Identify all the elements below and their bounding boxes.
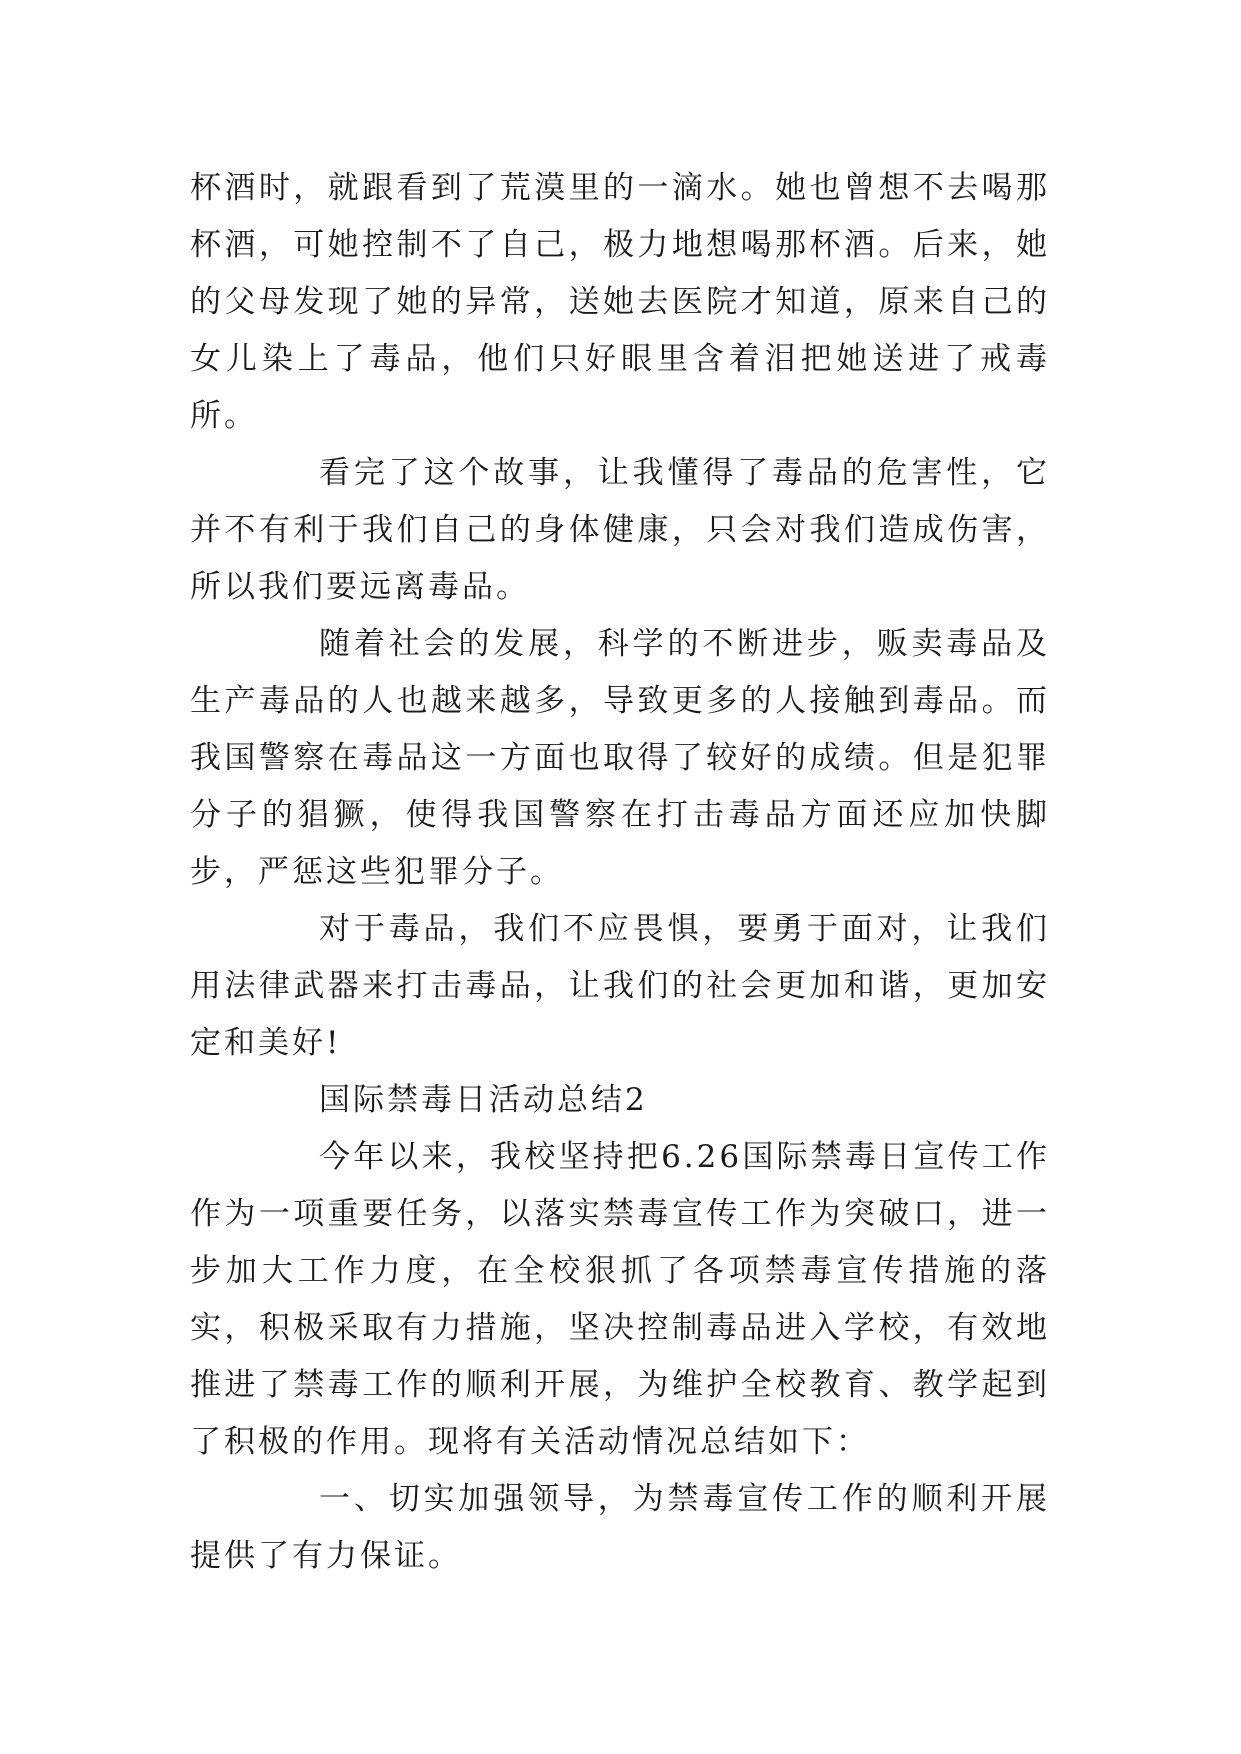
paragraph-reflection: 看完了这个故事，让我懂得了毒品的危害性，它并不有利于我们自己的身体健康，只会对我们造成伤害，所以我们要远离毒品。 [190,455,1050,605]
paragraph-point-one: 一、切实加强领导，为禁毒宣传工作的顺利开展提供了有力保证。 [190,1481,1050,1574]
paragraph-story-continuation: 杯酒时，就跟看到了荒漠里的一滴水。她也曾想不去喝那杯酒，可她控制不了自己，极力地想喝那杯酒。后来，她的父母发现了她的异常，送她去医院才知道，原来自己的女儿染上了毒品，他们只好眼里含着泪把她送进了戒毒所。 [190,170,1050,434]
section-heading: 国际禁毒日活动总结2 [319,1082,648,1118]
paragraph-society: 随着社会的发展，科学的不断进步，贩卖毒品及生产毒品的人也越来越多，导致更多的人接触到毒品。而我国警察在毒品这一方面也取得了较好的成绩。但是犯罪分子的猖獗，使得我国警察在打击毒品方面还应加快脚步，严惩这些犯罪分子。 [190,626,1050,890]
paragraph-conclusion: 对于毒品，我们不应畏惧，要勇于面对，让我们用法律武器来打击毒品，让我们的社会更加和谐，更加安定和美好! [190,911,1050,1061]
paragraph-summary-intro: 今年以来，我校坚持把6.26国际禁毒日宣传工作作为一项重要任务，以落实禁毒宣传工作为突破口，进一步加大工作力度，在全校狠抓了各项禁毒宣传措施的落实，积极采取有力措施，坚决控制毒品进入学校，有效地推进了禁毒工作的顺利开展，为维护全校教育、教学起到了积极的作用。现将有关活动情况总结如下： [190,1139,1050,1460]
document-body [190,160,1050,1585]
